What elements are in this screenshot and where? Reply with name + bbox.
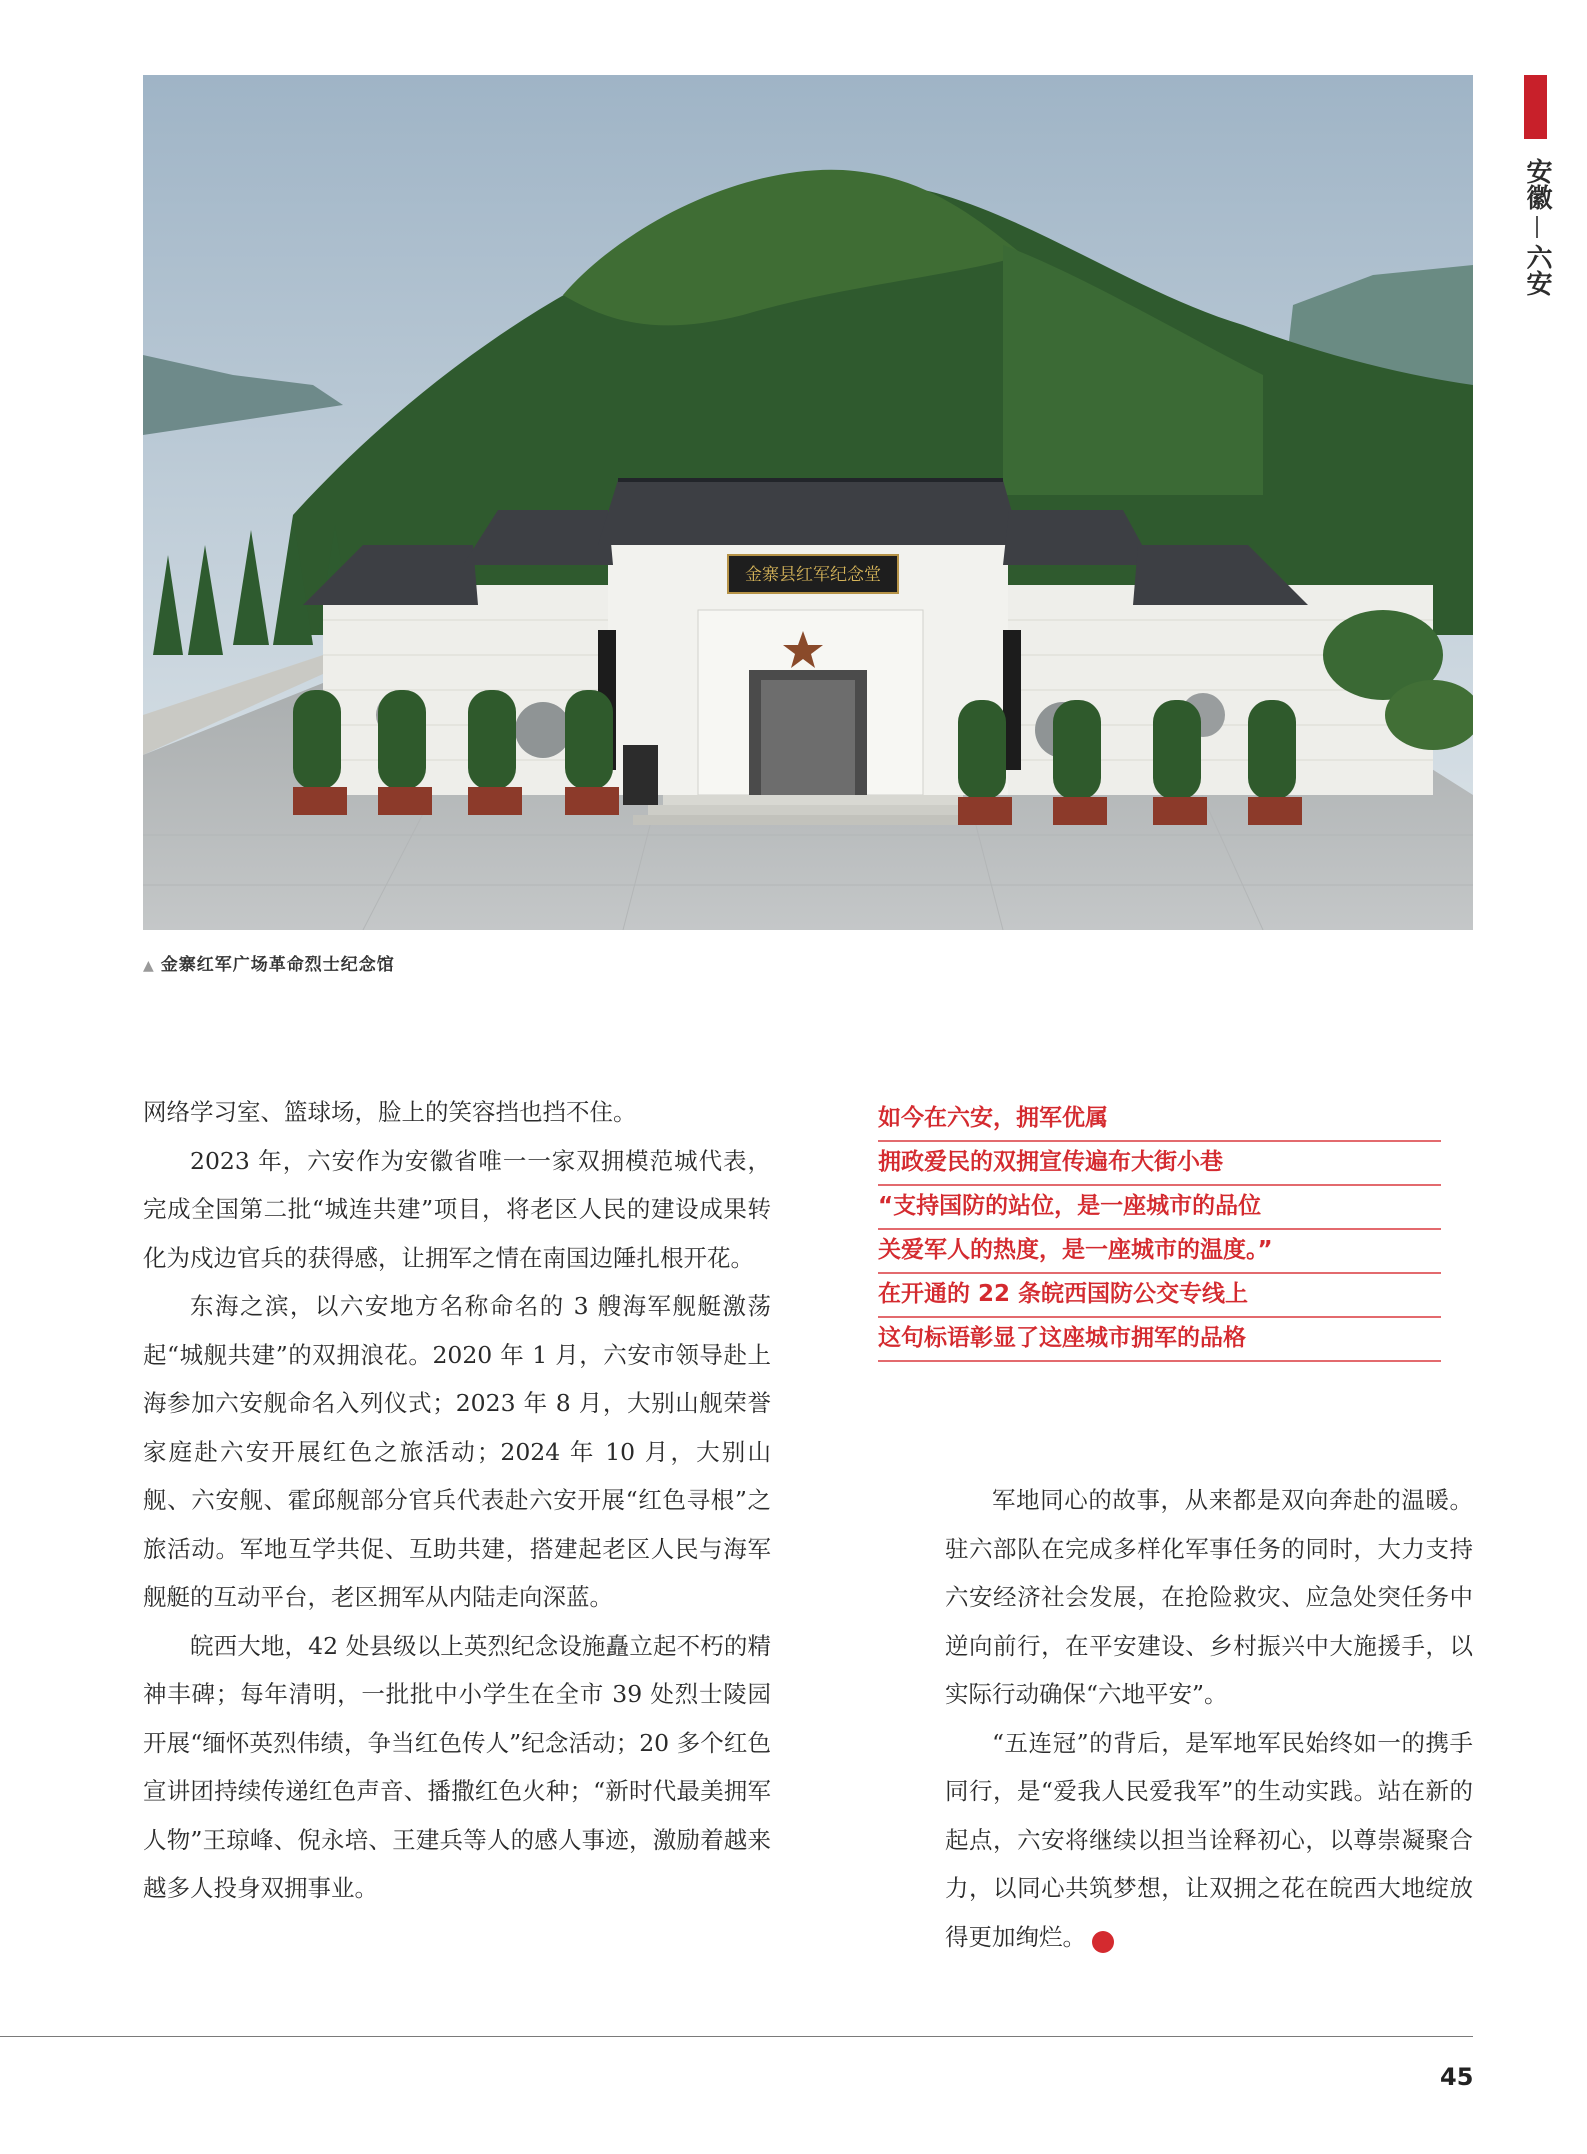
paragraph: 皖西大地，42 处县级以上英烈纪念设施矗立起不朽的精神丰碑；每年清明，一批批中小学生在全市 39 处烈士陵园开展“缅怀英烈伟绩，争当红色传人”纪念活动；20 多个红色宣讲团持续传递红色声音、播撒红色火种；“新时代最美拥军人物”王琼峰、倪永培、王建兵等人的感人事迹，激励着越来越多人投身双拥事业。 bbox=[143, 1631, 771, 1902]
right-column bbox=[945, 1476, 1473, 1961]
paragraph bbox=[945, 1719, 1473, 1962]
section-city: 六安 bbox=[1522, 244, 1552, 296]
pull-quote-line: 在开通的 22 条皖西国防公交专线上 bbox=[878, 1274, 1441, 1318]
page-number: 45 bbox=[1440, 2063, 1474, 2091]
memorial-hall-illustration bbox=[143, 75, 1473, 930]
footer-rule bbox=[0, 2036, 1473, 2037]
pull-quote-line: 关爱军人的热度，是一座城市的温度。” bbox=[878, 1230, 1441, 1274]
left-column bbox=[143, 1088, 771, 1913]
caption-triangle-icon: ▲ bbox=[143, 958, 155, 974]
pull-quote-line: 这句标语彰显了这座城市拥军的品格 bbox=[878, 1318, 1441, 1362]
pull-quote-line: 拥政爱民的双拥宣传遍布大街小巷 bbox=[878, 1142, 1441, 1186]
end-mark-icon: N bbox=[1092, 1931, 1114, 1953]
pull-quote bbox=[878, 1098, 1441, 1362]
pull-quote-line: 如今在六安，拥军优属 bbox=[878, 1098, 1441, 1142]
plaque-text: 金寨县红军纪念堂 bbox=[745, 565, 881, 585]
paragraph-text: “五连冠”的背后，是军地军民始终如一的携手同行，是“爱我人民爱我军”的生动实践。站在新的起点，六安将继续以担当诠释初心，以尊崇凝聚合力，以同心共筑梦想，让双拥之花在皖西大地绽放得更加绚烂。 bbox=[945, 1728, 1473, 1951]
paragraph: 军地同心的故事，从来都是双向奔赴的温暖。驻六部队在完成多样化军事任务的同时，大力支持六安经济社会发展，在抢险救灾、应急处突任务中逆向前行，在平安建设、乡村振兴中大施援手，以实际行动确保“六地平安”。 bbox=[945, 1486, 1473, 1708]
pull-quote-line: “支持国防的站位，是一座城市的品位 bbox=[878, 1186, 1441, 1230]
section-label bbox=[1520, 158, 1554, 296]
section-color-tab bbox=[1524, 75, 1547, 139]
caption-text: 金寨红军广场革命烈士纪念馆 bbox=[160, 955, 395, 975]
section-divider bbox=[1536, 216, 1538, 238]
section-province: 安徽 bbox=[1522, 158, 1552, 210]
paragraph: 2023 年，六安作为安徽省唯一一家双拥模范城代表，完成全国第二批“城连共建”项目，将老区人民的建设成果转化为戍边官兵的获得感，让拥军之情在南国边陲扎根开花。 bbox=[143, 1146, 771, 1272]
memorial-hall-photo bbox=[143, 75, 1473, 930]
paragraph: 东海之滨，以六安地方名称命名的 3 艘海军舰艇激荡起“城舰共建”的双拥浪花。2020 年 1 月，六安市领导赴上海参加六安舰命名入列仪式；2023 年 8 月，大别山舰荣誉家庭赴六安开展红色之旅活动；2024 年 10 月，大别山舰、六安舰、霍邱舰部分官兵代表赴六安开展“红色寻根”之旅活动。军地互学共促、互助共建，搭建起老区人民与海军舰艇的互动平台，老区拥军从内陆走向深蓝。 bbox=[143, 1292, 771, 1611]
photo-caption bbox=[143, 950, 395, 975]
paragraph: 网络学习室、篮球场，脸上的笑容挡也挡不住。 bbox=[143, 1098, 637, 1126]
